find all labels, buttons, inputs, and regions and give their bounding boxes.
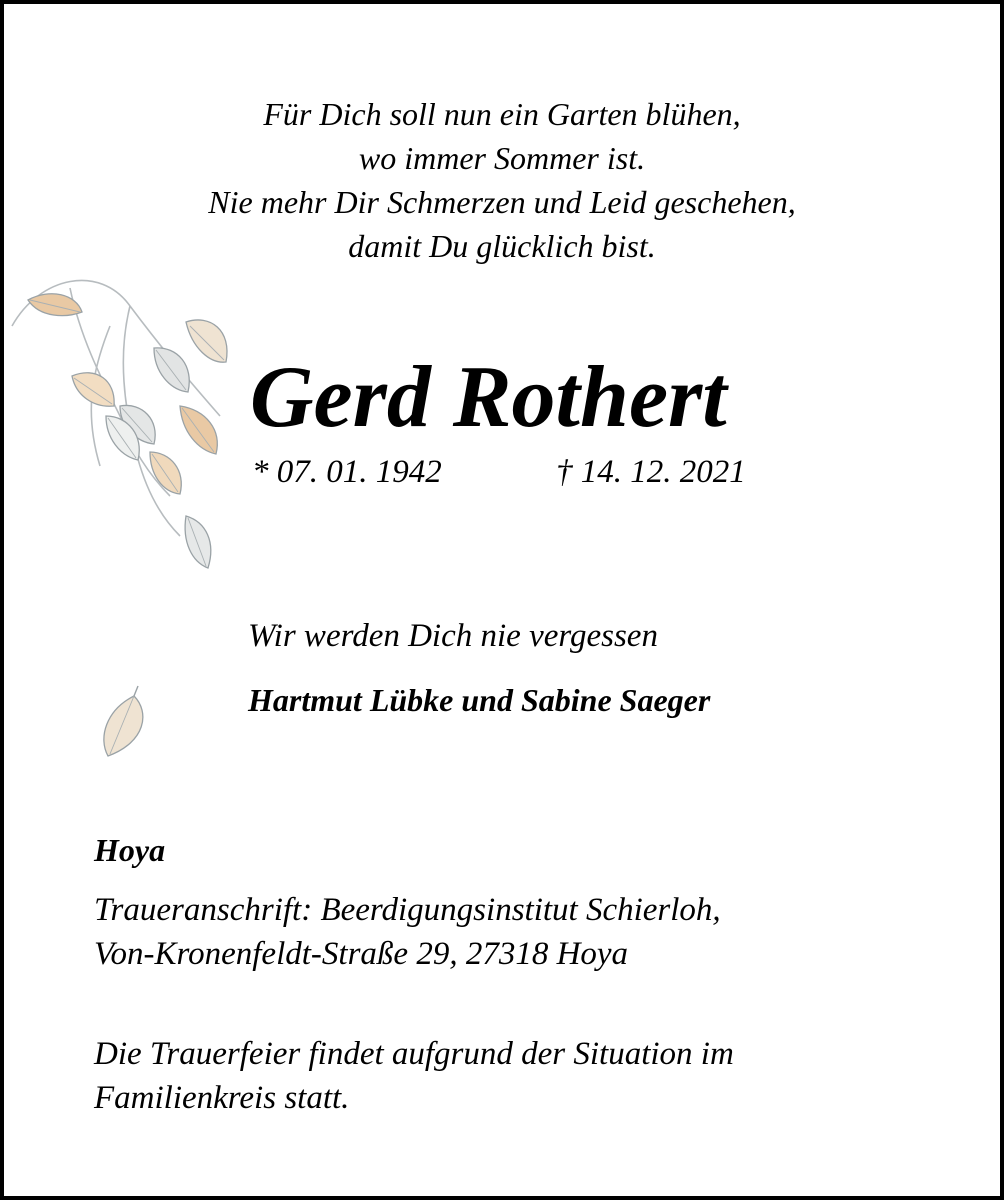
notice-line: Die Trauerfeier findet aufgrund der Situation im	[94, 1036, 734, 1072]
birth-date: * 07. 01. 1942	[252, 454, 442, 490]
place-name: Hoya	[94, 832, 166, 868]
mourners-names: Hartmut Lübke und Sabine Saeger	[248, 682, 711, 718]
poem-line: Nie mehr Dir Schmerzen und Leid geschehen,	[208, 184, 796, 220]
deceased-name: Gerd Rothert	[250, 349, 727, 446]
falling-leaf-icon	[94, 682, 154, 762]
poem-line: wo immer Sommer ist.	[358, 140, 646, 176]
poem-line: damit Du glücklich bist.	[348, 228, 656, 264]
poem-line: Für Dich soll nun ein Garten blühen,	[263, 96, 741, 132]
address-line: Von-Kronenfeldt-Straße 29, 27318 Hoya	[94, 936, 629, 972]
birch-leaf-branch-icon	[10, 266, 240, 586]
mourning-address	[94, 888, 721, 976]
death-date: † 14. 12. 2021	[556, 454, 746, 490]
poem	[4, 92, 1000, 268]
farewell-message: Wir werden Dich nie vergessen	[248, 618, 658, 654]
notice-line: Familienkreis statt.	[94, 1080, 350, 1116]
ceremony-notice	[94, 1032, 734, 1120]
address-line: Traueranschrift: Beerdigungsinstitut Schierloh,	[94, 892, 721, 928]
